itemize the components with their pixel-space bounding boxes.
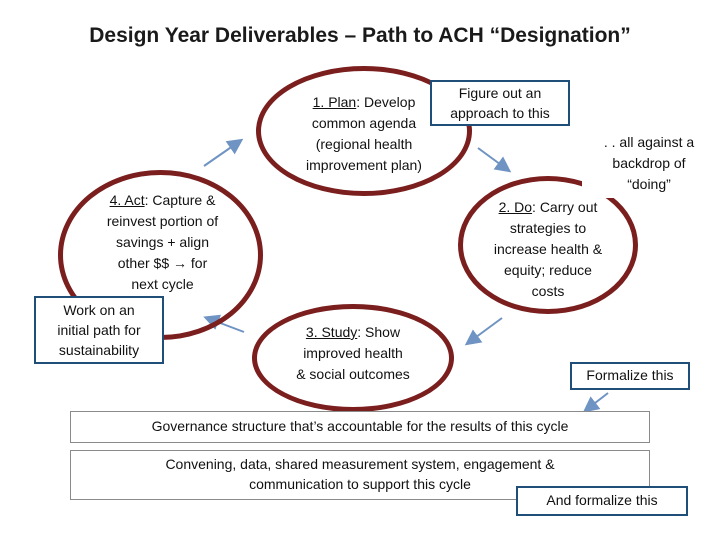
convening-box: Convening, data, shared measurement system, engagement & communication to support this cycle (70, 450, 650, 500)
plan-heading: 1. Plan (312, 94, 357, 110)
work-on-callout: Work on an initial path for sustainability (34, 296, 164, 364)
study-text: 3. Study: Show improved health & social outcomes (296, 324, 410, 382)
do-text: 2. Do: Carry out strategies to increase health & equity; reduce costs (493, 199, 603, 299)
study-heading: 3. Study (305, 324, 358, 340)
arrow-formalize-to-governance (586, 393, 608, 410)
against-backdrop-callout: . . all against a backdrop of “doing” (582, 132, 716, 198)
arrow-do-to-study (468, 318, 502, 343)
act-text: 4. Act: Capture & reinvest portion of savings + align other $$ → for next cycle (106, 192, 219, 292)
governance-box: Governance structure that’s accountable for the results of this cycle (70, 411, 650, 443)
formalize-callout: Formalize this (570, 362, 690, 390)
plan-text: 1. Plan: Develop common agenda (regional health improvement plan) (306, 94, 422, 173)
page-title: Design Year Deliverables – Path to ACH “Designation” (89, 24, 631, 47)
figure-out-callout: Figure out an approach to this (430, 80, 570, 126)
arrow-act-to-plan (204, 141, 240, 166)
arrow-plan-to-do (478, 148, 508, 170)
act-heading: 4. Act (109, 192, 145, 208)
do-heading: 2. Do (498, 199, 533, 215)
and-formalize-callout: And formalize this (516, 486, 688, 516)
